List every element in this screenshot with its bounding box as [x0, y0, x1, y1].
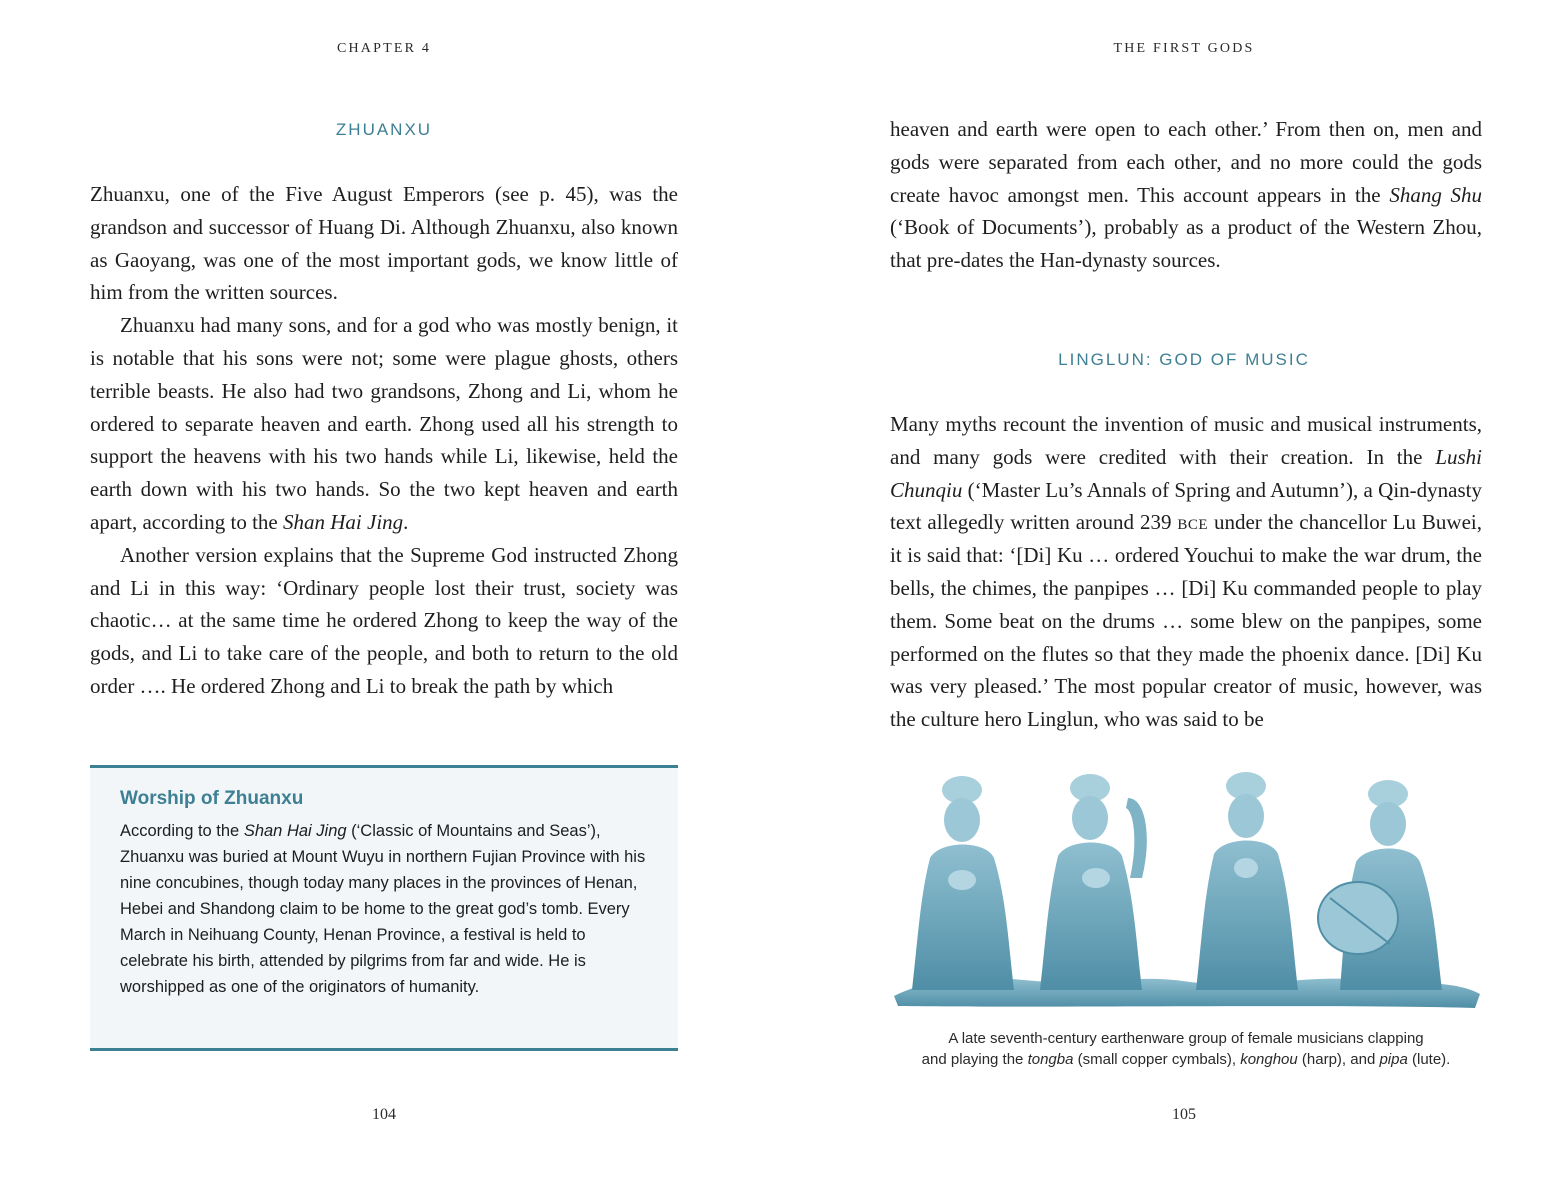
- text-run: (‘Classic of Mountains and Seas’), Zhuanxu was buried at Mount Wuyu in northern Fujian Province with his nine concubines, though today many places in the provinces of Henan, Hebei and Shandong claim to be home to the great god’s tomb. Every March in Neihuang County, Henan Province, a festival is held to celebrate his birth, attended by pilgrims from far and wide. He is worshipped as one of the originators of humanity.: [120, 822, 646, 996]
- italic-title: Shan Hai Jing: [243, 822, 347, 840]
- text-run: (small copper cymbals),: [1073, 1051, 1241, 1068]
- italic-term: tongba: [1027, 1051, 1074, 1068]
- italic-term: konghou: [1240, 1051, 1298, 1068]
- page-number-left: 104: [372, 1106, 396, 1123]
- text-run: Zhuanxu had many sons, and for a god who was mostly benign, it is notable that his sons were not; some were plague ghosts, others terrible beasts. He also had two grandsons, Zhong and Li, whom he ordered to separate heaven and earth. Zhong used all his strength to support the heavens with his two hands while Li, likewise, held the earth down with his two hands. So the two kept heaven and earth apart, according to the: [90, 313, 678, 534]
- text-run: and playing the: [921, 1051, 1028, 1068]
- italic-title: Shan Hai Jing: [283, 509, 404, 534]
- figurine-2: [1040, 774, 1147, 990]
- sidebar-heading: Worship of Zhuanxu: [120, 788, 304, 809]
- italic-title: Shang Shu: [1389, 182, 1482, 207]
- musicians-figurine-image: [890, 768, 1482, 1018]
- paragraph: [90, 309, 678, 539]
- text-run: According to the: [120, 822, 244, 840]
- italic-term: pipa: [1379, 1051, 1408, 1068]
- text-run: (harp), and: [1297, 1051, 1380, 1068]
- figurine-3: [1196, 772, 1298, 990]
- sidebar-text: [120, 818, 648, 1000]
- text-run: (‘Master Lu’s Annals of Spring and Autumn’), a Qin-dynasty text allegedly written around 239: [890, 477, 1482, 535]
- right-body-text-top: [890, 113, 1482, 277]
- text-run: .: [403, 509, 409, 534]
- page-number-right: 105: [1172, 1106, 1196, 1123]
- right-body-text-bottom: [890, 408, 1482, 736]
- italic-title: Lushi Chunqiu: [890, 444, 1482, 502]
- text-run: under the chancellor Lu Buwei, it is said that: ‘[Di] Ku … ordered Youchui to make the war drum, the bells, the chimes, the panpipes … [Di] Ku commanded people to play them. Some beat on the drums … some blew on the panpipes, some performed on the flutes so that they made the phoenix dance. [Di] Ku was very pleased.’ The most popular creator of music, however, was the culture hero Linglun, who was said to be: [890, 510, 1482, 732]
- text-run: (lute).: [1407, 1051, 1451, 1068]
- sidebar-box: [90, 765, 678, 1051]
- caption-line-1: A late seventh-century earthenware group of female musicians clapping: [948, 1030, 1424, 1047]
- section-title-zhuanxu: ZHUANXU: [335, 120, 433, 139]
- era-small-caps: bce: [1177, 510, 1209, 535]
- left-body-text: [90, 178, 678, 703]
- paragraph: [890, 113, 1482, 277]
- figurine-4: [1318, 780, 1442, 990]
- section-title-linglun: LINGLUN: GOD OF MUSIC: [1058, 350, 1310, 369]
- running-head-left: CHAPTER 4: [336, 41, 432, 56]
- text-run: Many myths recount the invention of music and musical instruments, and many gods were credited with their creation. In the: [890, 412, 1482, 469]
- figurine-1: [912, 776, 1014, 990]
- text-run: (‘Book of Documents’), probably as a product of the Western Zhou, that pre-dates the Han-dynasty sources.: [890, 215, 1482, 273]
- running-head-right: THE FIRST GODS: [1113, 41, 1255, 56]
- paragraph: Zhuanxu, one of the Five August Emperors (see p. 45), was the grandson and successor of Huang Di. Although Zhuanxu, also known as Gaoyang, was one of the most important gods, we know little of him from the written sources.: [90, 182, 678, 305]
- paragraph: Another version explains that the Supreme God instructed Zhong and Li in this way: ‘Ordinary people lost their trust, society was chaotic… at the same time he ordered Zhong to keep the way of the gods, and Li to take care of the people, and both to return to the old order …. He ordered Zhong and Li to break the path by which: [90, 542, 678, 698]
- figure-caption: [884, 1028, 1488, 1070]
- text-run: heaven and earth were open to each other.’ From then on, men and gods were separated from each other, and no more could the gods create havoc amongst men. This account appears in the: [890, 117, 1482, 207]
- right-page: [784, 0, 1568, 1192]
- caption-line-2: [884, 1049, 1488, 1070]
- paragraph: [890, 408, 1482, 736]
